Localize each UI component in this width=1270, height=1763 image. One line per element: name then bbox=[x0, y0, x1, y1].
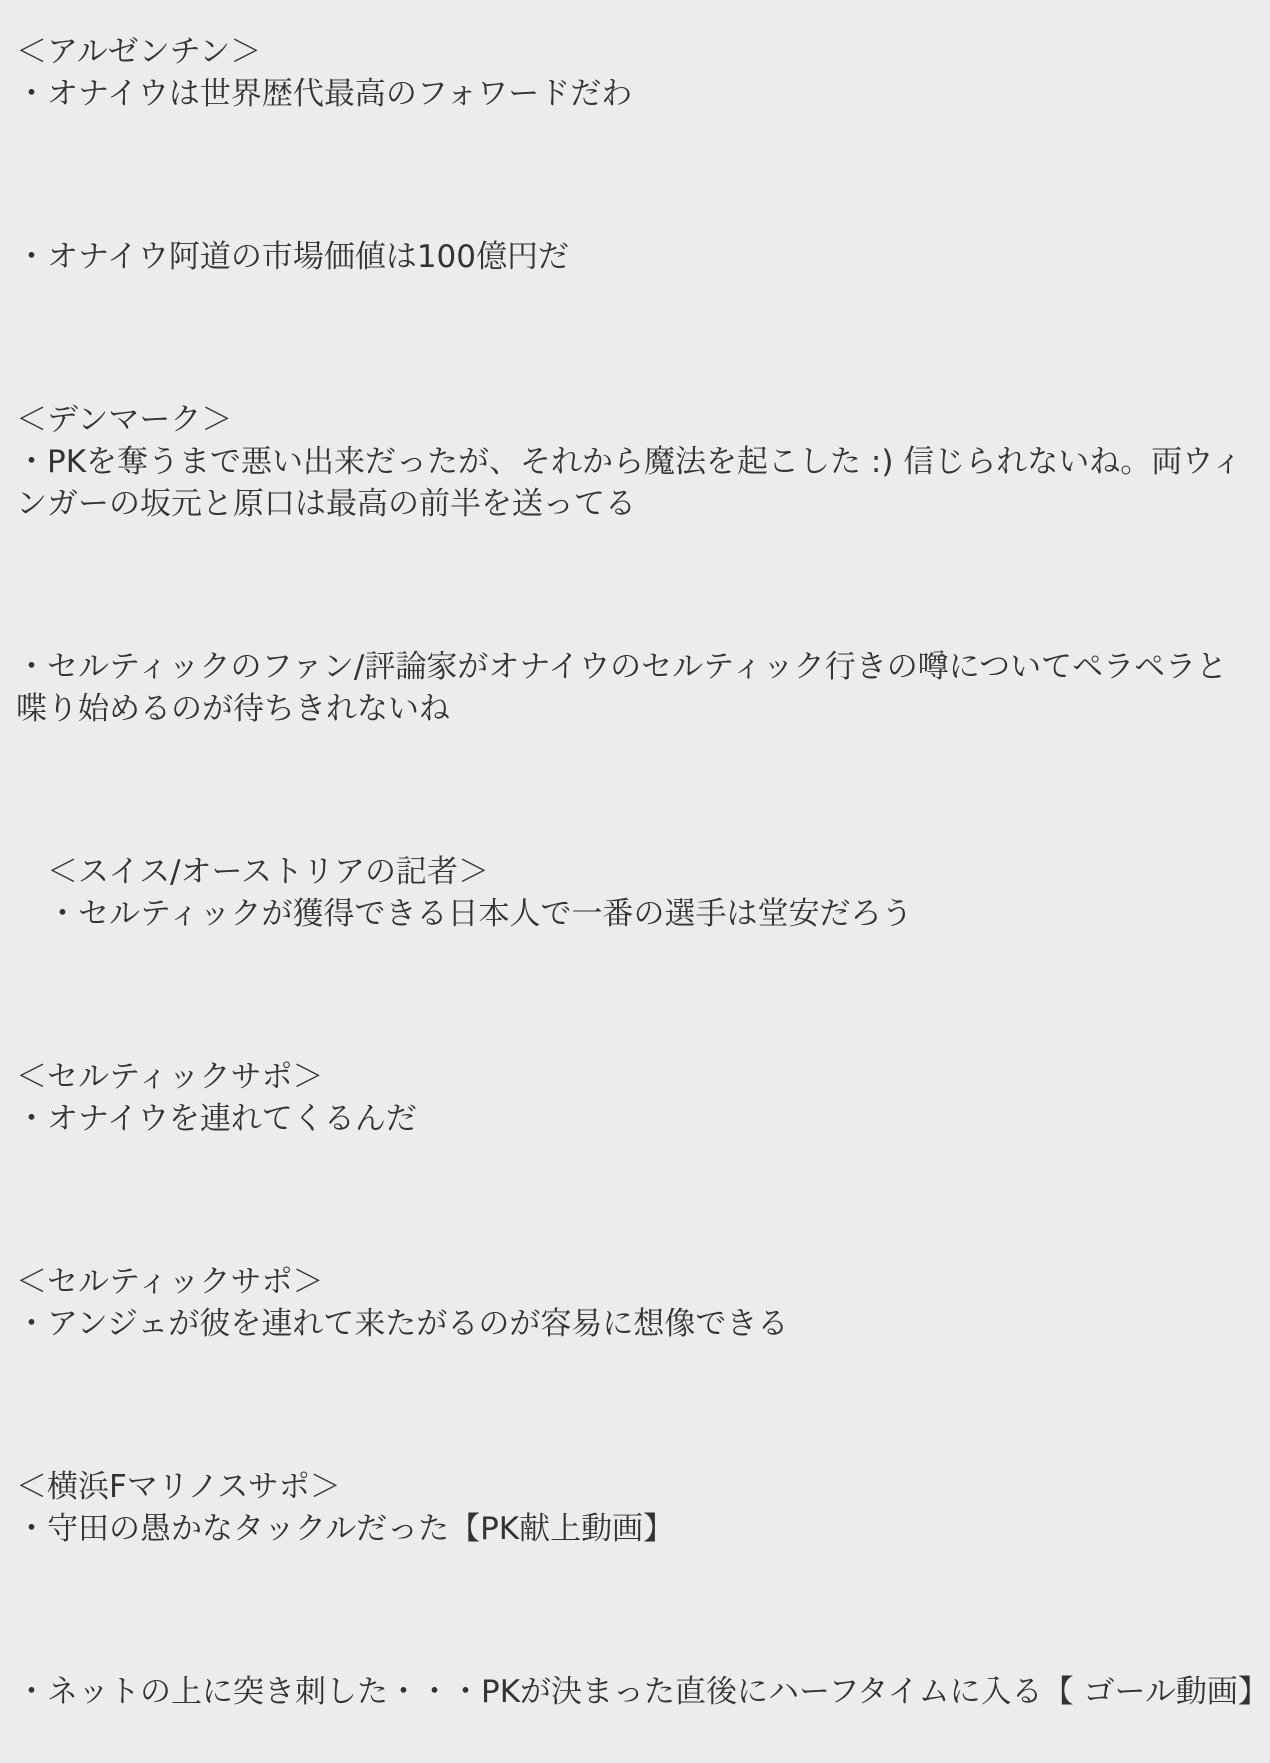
comment: ・オナイウを連れてくるんだ bbox=[16, 1101, 417, 1137]
source-label: ＜アルゼンチン＞ bbox=[16, 34, 262, 70]
comment-block bbox=[16, 236, 1256, 278]
comment-block bbox=[16, 1671, 1269, 1713]
source-label: ＜デンマーク＞ bbox=[16, 402, 233, 438]
source-label: ＜スイス/オーストリアの記者＞ bbox=[47, 854, 489, 890]
comment: ・セルティックのファン/評論家がオナイウのセルティック行きの噂についてペラペラと喋り始めるのが待ちきれないね bbox=[16, 649, 1228, 727]
source-label: ＜横浜Fマリノスサポ＞ bbox=[16, 1469, 341, 1505]
comment-block bbox=[16, 1056, 1256, 1140]
comment: ・セルティックが獲得できる日本人で一番の選手は堂安だろう bbox=[47, 896, 913, 932]
source-label: ＜セルティックサポ＞ bbox=[16, 1264, 324, 1300]
comment: ・オナイウは世界歴代最高のフォワードだわ bbox=[16, 76, 633, 112]
comment: ・守田の愚かなタックルだった【PK献上動画】 bbox=[16, 1511, 675, 1547]
comment: ・オナイウ阿道の市場価値は100億円だ bbox=[16, 239, 569, 275]
comment: ・ネットの上に突き刺した・・・PKが決まった直後にハーフタイムに入る【 ゴール動画】 bbox=[16, 1674, 1269, 1710]
comment: ・アンジェが彼を連れて来たがるのが容易に想像できる bbox=[16, 1306, 789, 1342]
translated-comments-list bbox=[16, 31, 1269, 1713]
comment-block bbox=[16, 851, 1256, 935]
source-label: ＜セルティックサポ＞ bbox=[16, 1059, 324, 1095]
comment-block bbox=[16, 399, 1256, 525]
comment-block bbox=[16, 1261, 1256, 1345]
comment-block bbox=[16, 1466, 1256, 1550]
comment-block bbox=[16, 646, 1256, 730]
comment-block bbox=[16, 31, 1256, 115]
comment: ・PKを奪うまで悪い出来だったが、それから魔法を起こした :) 信じられないね。両ウィンガーの坂元と原口は最高の前半を送ってる bbox=[16, 444, 1243, 522]
